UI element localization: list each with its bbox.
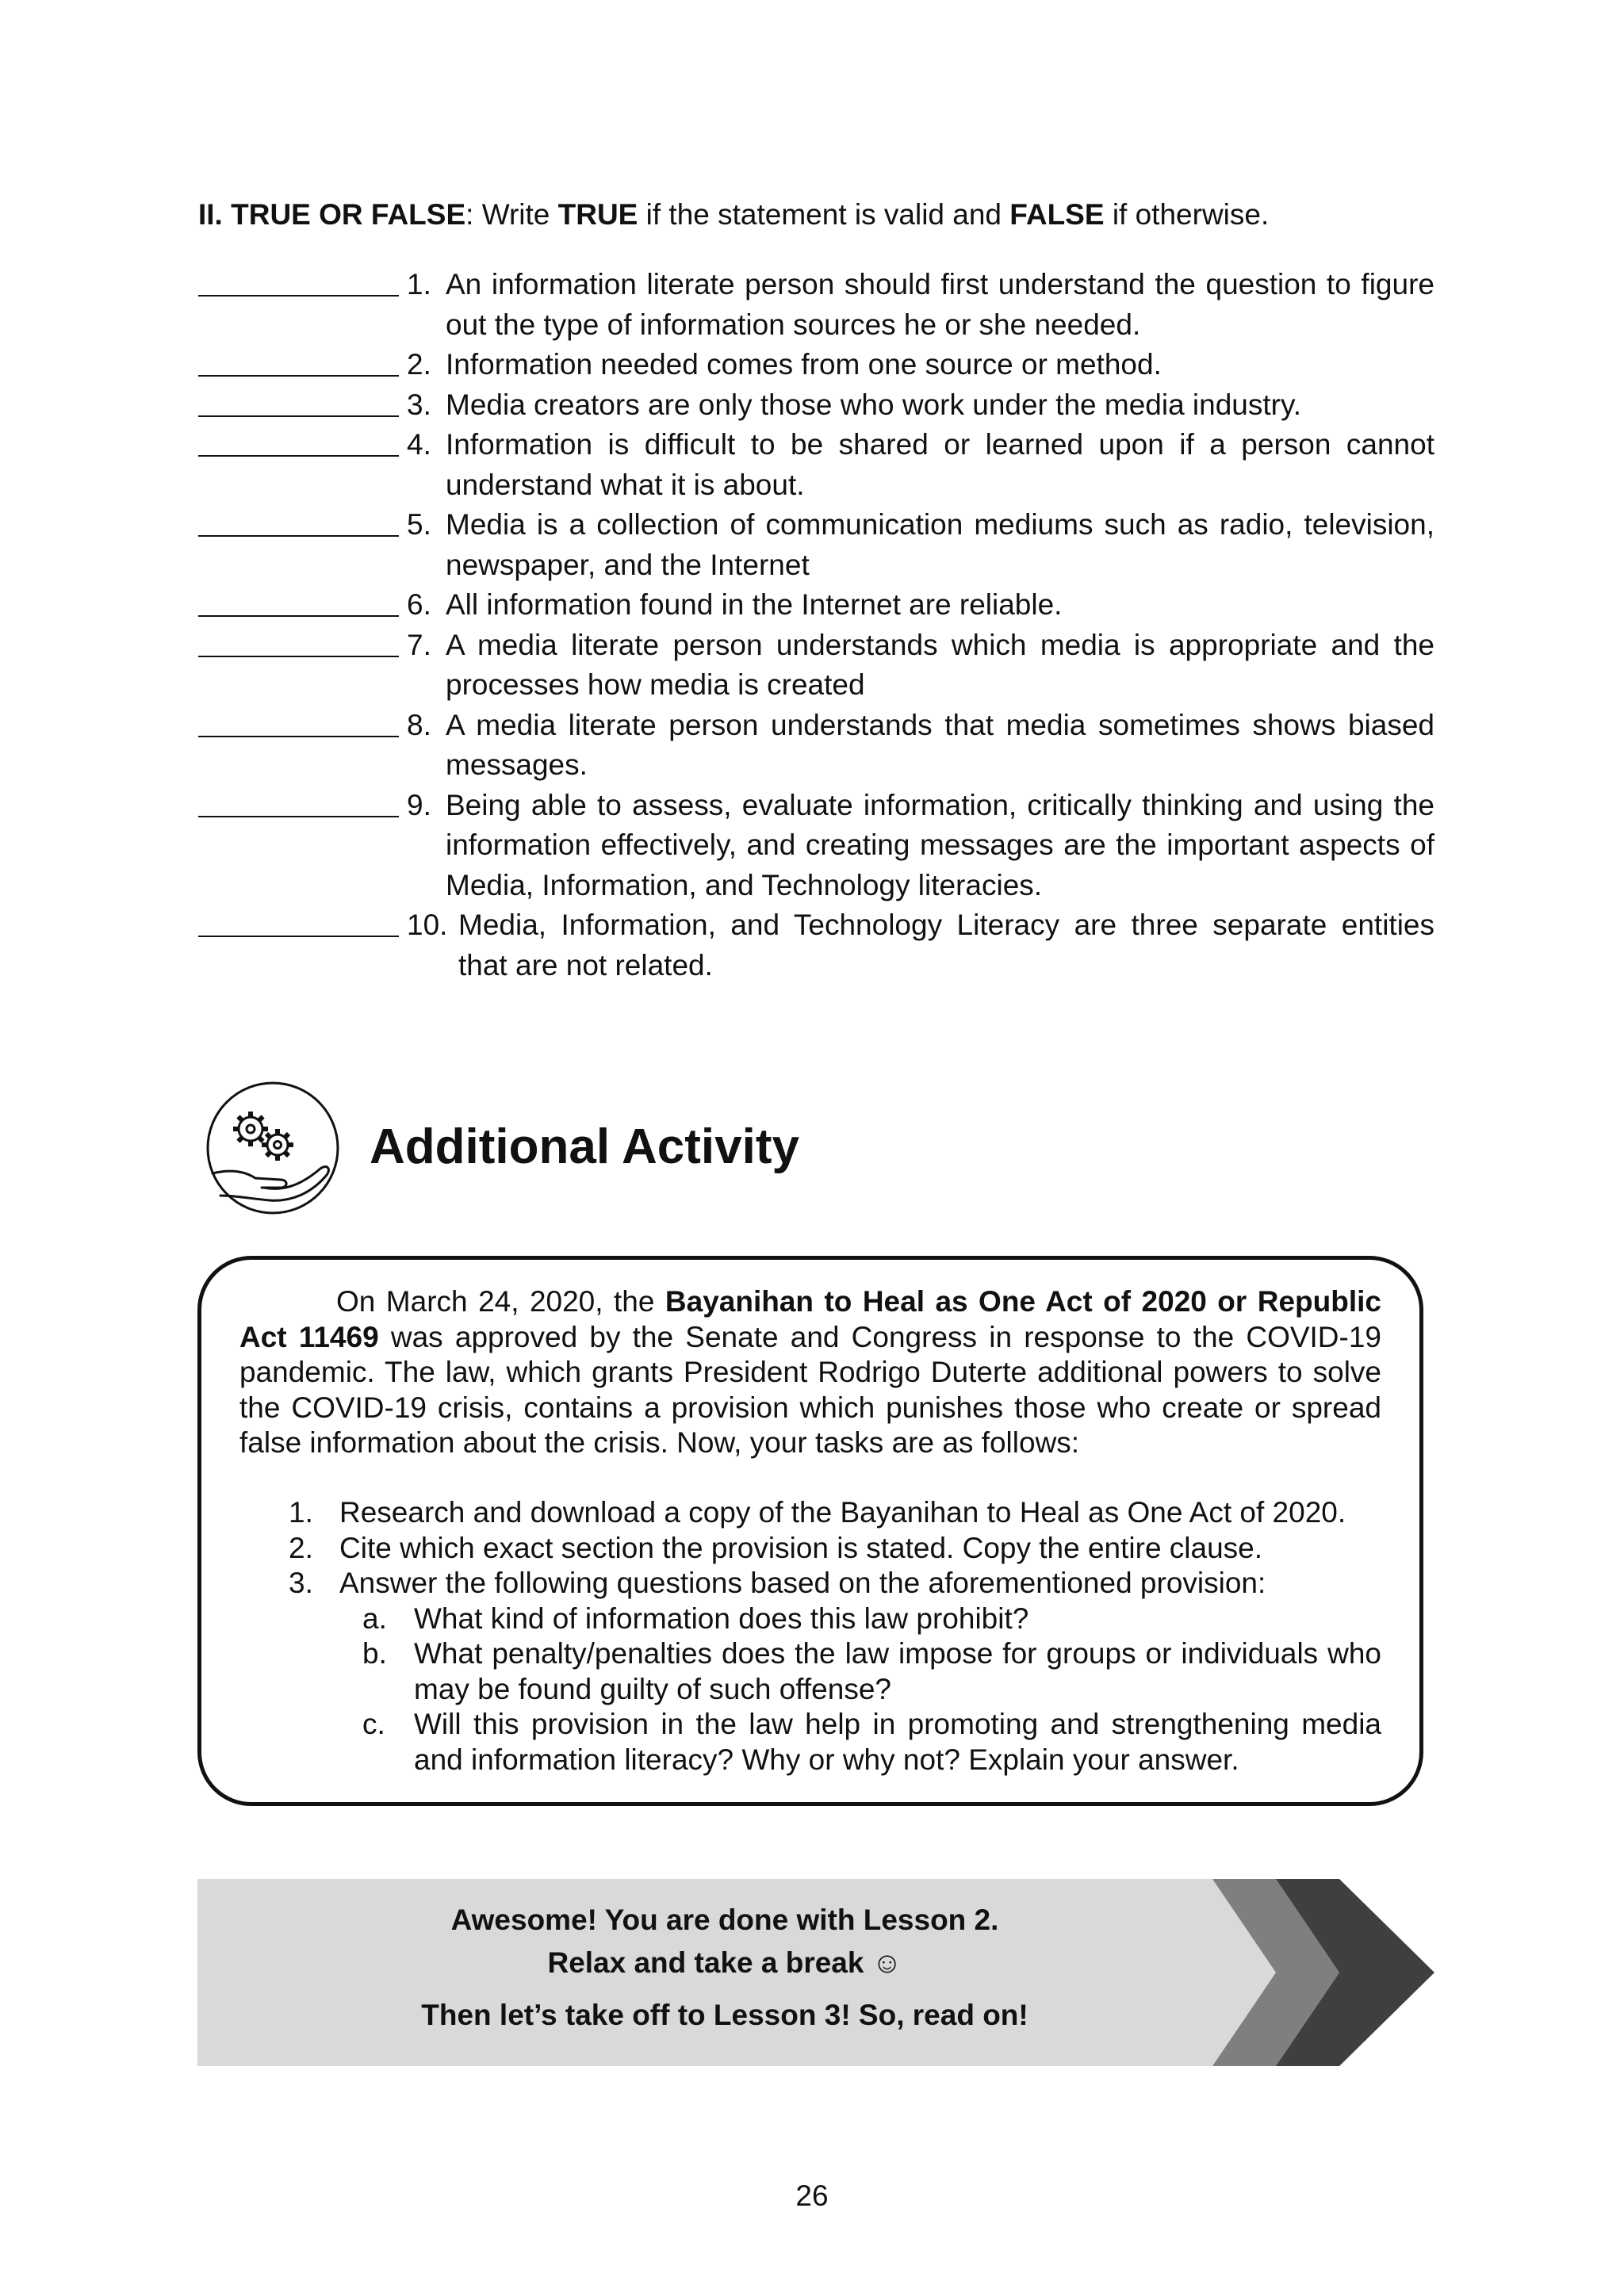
instruction-text: if otherwise.	[1104, 198, 1270, 231]
task-number: 1.	[289, 1496, 313, 1529]
question-text: Being able to assess, evaluate information, critically thinking and using the information effectively, and creating messages are the important aspects of Media, Information, and Technology literacies.	[446, 788, 1434, 901]
task-item	[239, 1531, 1381, 1567]
question-number: 4.	[407, 428, 431, 461]
answer-blank[interactable]	[198, 736, 399, 737]
true-false-instructions	[198, 197, 1435, 233]
question-item	[198, 626, 1435, 706]
sub-question	[239, 1707, 1381, 1777]
question-text: Information needed comes from one source or method.	[446, 348, 1162, 381]
task-number: 2.	[289, 1531, 313, 1564]
gears-in-hand-icon	[205, 1080, 341, 1216]
answer-blank[interactable]	[198, 415, 399, 417]
banner-line-1: Awesome! You are done with Lesson 2.	[450, 1904, 999, 1936]
sub-question-text: What kind of information does this law prohibit?	[414, 1601, 1029, 1635]
intro-text: was approved by the Senate and Congress in response to the COVID-19 pandemic. The law, which grants President Rodrigo Duterte additional powers to solve the COVID-19 crisis, contains a provision which punishes those who create or spread false information about the crisis. Now, your tasks are as follows:	[239, 1320, 1381, 1459]
task-number: 3.	[289, 1567, 313, 1599]
section-title: Additional Activity	[370, 1119, 799, 1174]
task-text: Research and download a copy of the Bayanihan to Heal as One Act of 2020.	[339, 1496, 1346, 1529]
question-text: Media is a collection of communication mediums such as radio, television, newspaper, and the Internet	[446, 508, 1434, 581]
law-name: Bayanihan to Heal as One Act of 2020 or Republic Act 11469	[239, 1285, 1381, 1353]
sub-question-letter: c.	[362, 1708, 385, 1740]
question-number: 7.	[407, 628, 431, 661]
instruction-text: if the statement is valid and	[638, 198, 1010, 231]
question-item	[198, 905, 1435, 985]
task-text: Cite which exact section the provision is stated. Copy the entire clause.	[339, 1531, 1263, 1564]
true-false-list	[198, 265, 1435, 985]
question-item	[198, 786, 1435, 906]
sub-question-text: What penalty/penalties does the law impose for groups or individuals who may be found guilty of such offense?	[414, 1637, 1381, 1705]
question-text: Media creators are only those who work under the media industry.	[446, 388, 1302, 421]
question-text: All information found in the Internet are reliable.	[446, 588, 1063, 621]
section-heading: II. TRUE OR FALSE	[198, 198, 466, 231]
task-item	[239, 1566, 1381, 1601]
banner-line-2: Relax and take a break ☺	[547, 1946, 902, 1979]
task-text: Answer the following questions based on the aforementioned provision:	[339, 1567, 1266, 1599]
sub-question-letter: a.	[362, 1601, 387, 1635]
instruction-text: : Write	[465, 198, 558, 231]
question-text: Information is difficult to be shared or learned upon if a person cannot understand what it is about.	[446, 428, 1434, 501]
question-number: 8.	[407, 708, 431, 741]
intro-text: On March 24, 2020, the	[336, 1285, 665, 1318]
question-item	[198, 265, 1435, 345]
activity-intro	[239, 1284, 1381, 1461]
question-number: 10.	[407, 909, 448, 941]
false-keyword: FALSE	[1009, 198, 1105, 231]
question-number: 2.	[407, 348, 431, 381]
sub-question	[239, 1601, 1381, 1637]
question-item	[198, 505, 1435, 585]
banner-line-3: Then let’s take off to Lesson 3! So, read on!	[421, 1999, 1028, 2031]
sub-question-text: Will this provision in the law help in promoting and strengthening media and information literacy? Why or why not? Explain your answer.	[414, 1708, 1381, 1776]
question-number: 6.	[407, 588, 431, 621]
page-number: 26	[795, 2179, 829, 2212]
question-number: 9.	[407, 788, 431, 821]
answer-blank[interactable]	[198, 455, 399, 457]
question-item	[198, 585, 1435, 626]
answer-blank[interactable]	[198, 936, 399, 937]
answer-blank[interactable]	[198, 816, 399, 817]
question-text: A media literate person understands which media is appropriate and the processes how media is created	[446, 628, 1434, 701]
sub-question	[239, 1636, 1381, 1707]
answer-blank[interactable]	[198, 656, 399, 657]
question-number: 3.	[407, 388, 431, 421]
question-text: Media, Information, and Technology Literacy are three separate entities that are not related.	[458, 909, 1434, 982]
question-item	[198, 345, 1435, 385]
lesson-complete-banner	[197, 1879, 1434, 2066]
question-item	[198, 706, 1435, 786]
question-number: 1.	[407, 268, 431, 300]
answer-blank[interactable]	[198, 295, 399, 297]
question-item	[198, 425, 1435, 505]
task-item	[239, 1495, 1381, 1531]
sub-question-letter: b.	[362, 1637, 387, 1670]
question-text: An information literate person should first understand the question to figure out the type of information sources he or she needed.	[446, 268, 1434, 341]
true-keyword: TRUE	[557, 198, 638, 231]
task-list	[239, 1495, 1381, 1777]
answer-blank[interactable]	[198, 375, 399, 377]
answer-blank[interactable]	[198, 615, 399, 617]
answer-blank[interactable]	[198, 535, 399, 537]
question-number: 5.	[407, 508, 431, 541]
question-item	[198, 385, 1435, 426]
question-text: A media literate person understands that media sometimes shows biased messages.	[446, 708, 1434, 781]
